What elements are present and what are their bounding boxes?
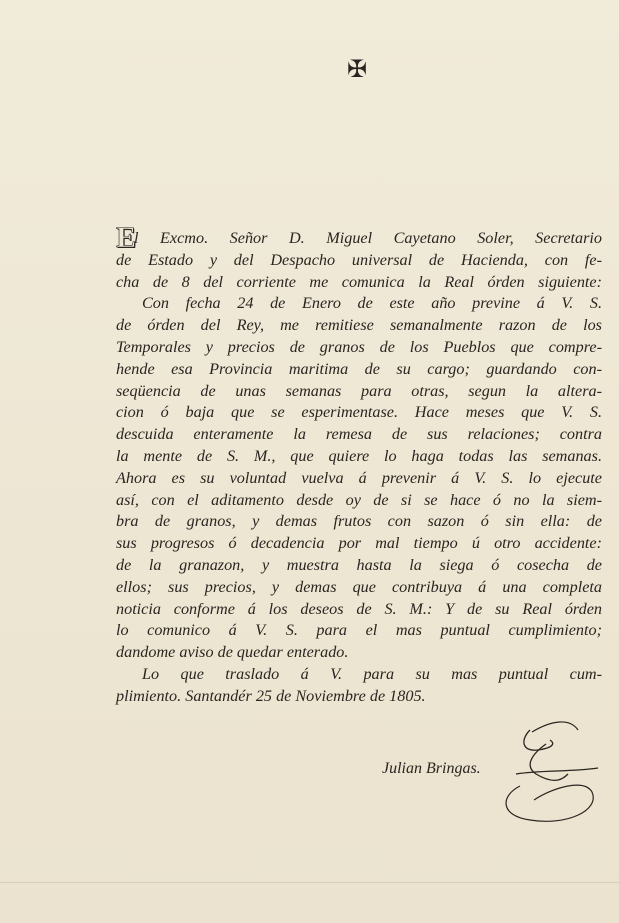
text-line: Lo que traslado á V. para su mas puntual cum- <box>142 664 602 683</box>
text-line: Con fecha 24 de Enero de este año previne á V. S. <box>142 294 602 313</box>
text-line: cion ó baja que se esperimentase. Hace meses que V. S. <box>116 403 602 422</box>
letter-body <box>116 221 602 708</box>
drop-cap-initial: E <box>116 221 135 254</box>
text-line: lo comunico á V. S. para el mas puntual cumplimiento; <box>116 621 602 640</box>
text-line: Ahora es su voluntad vuelva á prevenir á V. S. lo ejecute <box>116 468 602 487</box>
text-line: dandome aviso de quedar enterado. <box>116 643 349 662</box>
text-line: descuida enteramente la remesa de sus relaciones; contra <box>116 425 602 444</box>
text-line: El Excmo. Señor D. Miguel Cayetano Soler, Secretario <box>116 221 602 254</box>
text-line: hende esa Provincia maritima de su cargo; guardando con- <box>116 359 602 378</box>
text-line: cha de 8 del corriente me comunica la Real órden siguiente: <box>116 272 602 291</box>
text-line: la mente de S. M., que quiere lo haga todas las semanas. <box>116 446 602 465</box>
cross-icon: ✠ <box>346 55 368 83</box>
text-line: Temporales y precios de granos de los Pueblos que compre- <box>116 337 602 356</box>
text-line: ellos; sus precios, y demas que contribuya á una completa <box>116 577 602 596</box>
signature-rubric-icon <box>460 700 610 840</box>
signer-name: Julian Bringas. <box>382 760 481 777</box>
text-line: seqüencia de unas semanas para otras, segun la altera- <box>116 381 602 400</box>
text-line: noticia conforme á los deseos de S. M.: Y de su Real órden <box>116 599 602 618</box>
paper-fold-line <box>0 882 619 883</box>
text-line: de la granazon, y muestra hasta la siega ó cosecha de <box>116 555 602 574</box>
text-line: sus progresos ó decadencia por mal tiempo ú otro accidente: <box>116 534 602 553</box>
text-line: plimiento. Santandér 25 de Noviembre de 1805. <box>116 686 426 705</box>
text-line: de Estado y del Despacho universal de Hacienda, con fe- <box>116 250 602 269</box>
text-line: de órden del Rey, me remitiese semanalmente razon de los <box>116 316 602 335</box>
text-line: bra de granos, y demas frutos con sazon ó sin ella: de <box>116 512 602 531</box>
text-line: así, con el aditamento desde oy de si se hace ó no la siem- <box>116 490 602 509</box>
